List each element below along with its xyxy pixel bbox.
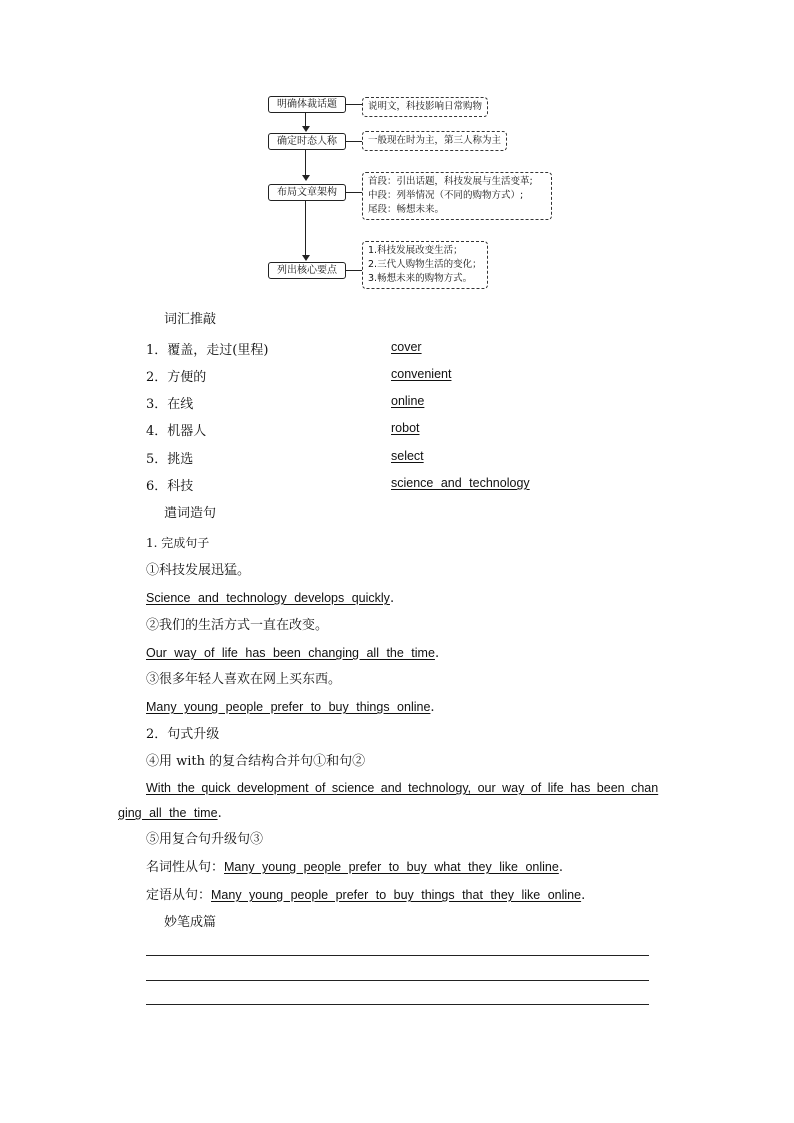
answer-4-line-1 — [146, 777, 658, 796]
flow-note-3-line-2: 中段：列举情况（不同的购物方式）; — [368, 190, 524, 201]
flow-note-3-line-3: 尾段：畅想未来。 — [368, 204, 445, 215]
period: . — [581, 888, 586, 903]
vocab-answer-5: select — [391, 449, 424, 463]
connector-4 — [346, 270, 362, 271]
vocab-num: 4． — [146, 424, 168, 439]
noun-clause-label: 名词性从句： — [146, 860, 225, 875]
part1-title: 1. 完成句子 — [146, 536, 210, 550]
vocab-item-4 — [146, 420, 206, 439]
flow-step-4: 列出核心要点 — [268, 262, 346, 279]
writing-heading: 妙笔成篇 — [164, 915, 217, 930]
attr-clause-label: 定语从句： — [146, 888, 212, 903]
answer-1: Science and technology develops quickly — [146, 591, 390, 605]
period: . — [430, 700, 435, 715]
answer-4-part-2: ging all the time — [118, 806, 218, 820]
connector-2 — [346, 141, 362, 142]
noun-clause-line — [146, 856, 563, 875]
question-4: ④用 with 的复合结构合并句①和句② — [146, 754, 366, 769]
period: . — [558, 860, 563, 875]
vocab-num: 5． — [146, 452, 168, 467]
vocab-cn: 挑选 — [167, 452, 194, 467]
question-1: ①科技发展迅猛。 — [146, 563, 251, 578]
answer-3-line — [146, 696, 435, 715]
writing-line-1 — [146, 955, 649, 956]
flow-note-3-line-1: 首段：引出话题，科技发展与生活变革; — [368, 176, 533, 187]
vocab-item-2 — [146, 366, 206, 385]
flow-step-3: 布局文章架构 — [268, 184, 346, 201]
flow-note-1-line: 说明文，科技影响日常购物 — [368, 101, 483, 112]
arrow-3-head — [302, 255, 310, 261]
vocab-answer-4: robot — [391, 421, 420, 435]
vocab-cn: 覆盖，走过(里程) — [167, 343, 269, 358]
arrow-3 — [305, 201, 306, 256]
flow-note-4-line-3: 3.畅想未来的购物方式。 — [368, 273, 473, 284]
writing-line-3 — [146, 1004, 649, 1005]
period: . — [434, 646, 440, 661]
part2-title: 2．句式升级 — [146, 727, 220, 742]
vocab-cn: 机器人 — [167, 424, 207, 439]
flow-note-4-line-1: 1.科技发展改变生活； — [368, 245, 463, 256]
question-5: ⑤用复合句升级句③ — [146, 832, 264, 847]
flow-step-1: 明确体裁话题 — [268, 96, 346, 113]
flow-step-2: 确定时态人称 — [268, 133, 346, 150]
arrow-1-head — [302, 126, 310, 132]
question-3: ③很多年轻人喜欢在网上买东西。 — [146, 672, 342, 687]
arrow-2 — [305, 150, 306, 176]
answer-2: Our way of life has been changing all the time — [146, 646, 435, 660]
vocab-heading: 词汇推敲 — [164, 312, 217, 327]
period: . — [389, 591, 395, 606]
flow-note-4 — [362, 241, 488, 289]
flow-note-1 — [362, 97, 488, 117]
sentences-heading: 遣词造句 — [164, 506, 217, 521]
attr-clause-line — [146, 884, 585, 903]
answer-2-line — [146, 642, 439, 661]
vocab-num: 3． — [146, 397, 168, 412]
vocab-answer-1: cover — [391, 340, 422, 354]
vocab-num: 2． — [146, 370, 168, 385]
answer-4-part-1: With the quick development of science and technology, our way of life has been chan — [146, 781, 659, 795]
vocab-num: 6． — [146, 479, 168, 494]
arrow-1 — [305, 113, 306, 127]
question-2: ②我们的生活方式一直在改变。 — [146, 618, 329, 633]
answer-3: Many young people prefer to buy things online — [146, 700, 431, 714]
flow-note-2 — [362, 131, 507, 151]
vocab-answer-2: convenient — [391, 367, 452, 381]
connector-3 — [346, 192, 362, 193]
flow-note-4-line-2: 2.三代人购物生活的变化； — [368, 259, 482, 270]
vocab-item-1 — [146, 339, 268, 358]
vocab-item-3 — [146, 393, 193, 412]
writing-line-2 — [146, 980, 649, 981]
vocab-item-6 — [146, 475, 193, 494]
arrow-2-head — [302, 175, 310, 181]
connector-1 — [346, 104, 362, 105]
answer-1-line — [146, 587, 394, 606]
vocab-answer-3: online — [391, 394, 425, 408]
period: . — [217, 806, 222, 821]
answer-4-line-2 — [118, 802, 222, 821]
vocab-num: 1． — [146, 343, 168, 358]
flow-note-2-line: 一般现在时为主，第三人称为主 — [368, 135, 502, 146]
vocab-cn: 科技 — [167, 479, 194, 494]
vocab-cn: 方便的 — [167, 370, 207, 385]
flow-note-3 — [362, 172, 552, 220]
vocab-answer-6: science and technology — [391, 476, 530, 490]
vocab-item-5 — [146, 448, 193, 467]
noun-clause-answer: Many young people prefer to buy what they like online — [224, 860, 559, 874]
vocab-cn: 在线 — [167, 397, 194, 412]
attr-clause-answer: Many young people prefer to buy things that they like online — [211, 888, 582, 902]
